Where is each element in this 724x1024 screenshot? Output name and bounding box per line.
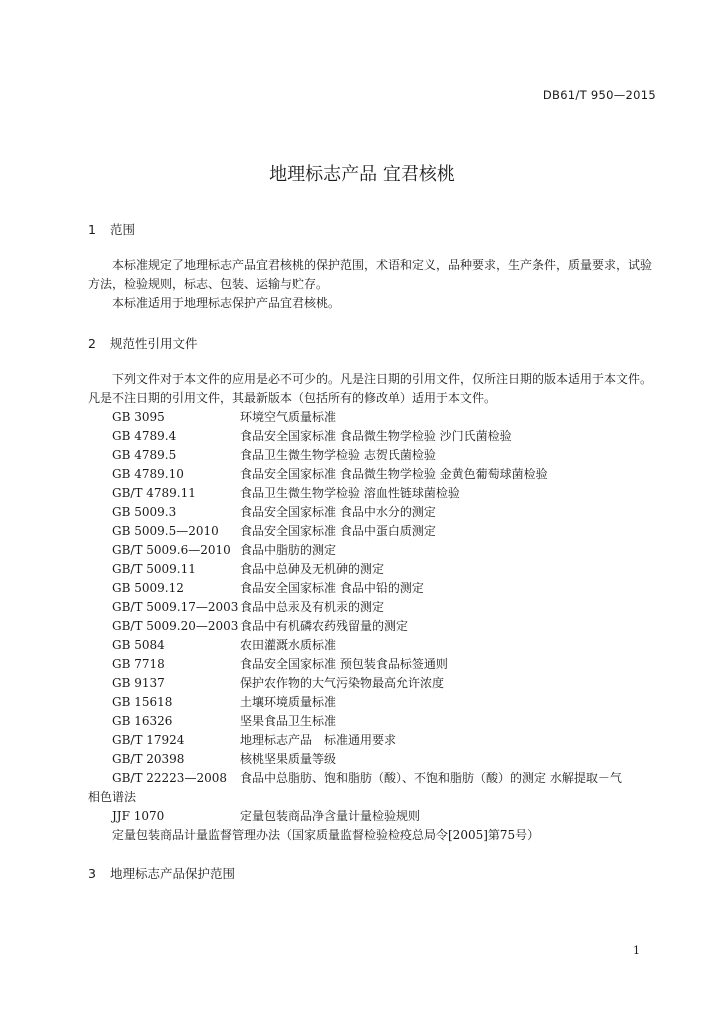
reference-code: GB/T 5009.6—2010	[112, 543, 231, 557]
reference-code: GB 3095	[112, 410, 165, 424]
scope-paragraph-2: 本标准适用于地理标志保护产品宜君核桃。	[112, 296, 341, 310]
reference-code: GB 4789.4	[112, 429, 177, 443]
reference-code: GB/T 5009.17—2003	[112, 600, 239, 614]
reference-title: 核桃坚果质量等级	[240, 752, 337, 766]
reference-code: GB 4789.5	[112, 448, 177, 462]
reference-title: 食品安全国家标准 食品中铅的测定	[240, 581, 424, 595]
section-number: 2	[88, 336, 96, 351]
reference-list	[88, 408, 658, 845]
section-number: 3	[88, 866, 96, 881]
reference-item	[88, 750, 658, 769]
reference-title: 食品卫生微生物学检验 志贺氏菌检验	[240, 448, 436, 462]
reference-title: 土壤环境质量标准	[240, 695, 337, 709]
reference-title: 食品安全国家标准 食品中蛋白质测定	[240, 524, 436, 538]
reference-title: 食品中脂肪的测定	[240, 543, 337, 557]
reference-title: 食品中总汞及有机汞的测定	[240, 600, 385, 614]
page-number: 1	[633, 944, 640, 957]
reference-code: GB 5009.3	[112, 505, 177, 519]
reference-title: 食品安全国家标准 食品微生物学检验 金黄色葡萄球菌检验	[240, 467, 548, 481]
reference-item	[88, 693, 658, 712]
reference-title: 环境空气质量标准	[240, 410, 337, 424]
reference-closing: 定量包装商品计量监督管理办法（国家质量监督检验检疫总局令[2005]第75号）	[112, 828, 540, 842]
reference-item	[88, 541, 658, 560]
reference-title: 食品卫生微生物学检验 溶血性链球菌检验	[240, 486, 460, 500]
reference-title: 食品安全国家标准 食品微生物学检验 沙门氏菌检验	[240, 429, 512, 443]
reference-item	[88, 769, 658, 807]
reference-item	[88, 617, 658, 636]
reference-title: 农田灌溉水质标准	[240, 638, 337, 652]
section-number: 1	[88, 222, 96, 237]
reference-item	[88, 579, 658, 598]
reference-code: GB 16326	[112, 714, 173, 728]
reference-title: 食品中总脂肪、饱和脂肪（酸）、不饱和脂肪（酸）的测定 水解提取－气	[240, 771, 622, 785]
reference-title: 地理标志产品 标准通用要求	[240, 733, 397, 747]
reference-code: GB 15618	[112, 695, 173, 709]
reference-code: GB/T 22223—2008	[112, 771, 227, 785]
reference-title: 食品中总砷及无机砷的测定	[240, 562, 385, 576]
reference-code: GB/T 4789.11	[112, 486, 196, 500]
reference-code: GB 5009.12	[112, 581, 184, 595]
reference-title-continuation: 相色谱法	[88, 790, 137, 804]
reference-code: GB 9137	[112, 676, 165, 690]
reference-item	[88, 655, 658, 674]
reference-item	[88, 427, 658, 446]
reference-item	[88, 598, 658, 617]
reference-code: GB/T 20398	[112, 752, 185, 766]
section-heading-scope	[88, 220, 135, 238]
normative-intro-paragraph: 下列文件对于本文件的应用是必不可少的。凡是注日期的引用文件，仅所注日期的版本适用于本文件。凡是不注日期的引用文件，其最新版本（包括所有的修改单）适用于本文件。	[88, 372, 653, 405]
reference-code: GB/T 5009.20—2003	[112, 619, 239, 633]
document-code: DB61/T 950—2015	[542, 88, 656, 102]
reference-code: JJF 1070	[112, 809, 165, 823]
reference-item	[88, 712, 658, 731]
reference-item	[88, 674, 658, 693]
reference-item	[88, 465, 658, 484]
reference-code: GB/T 5009.11	[112, 562, 196, 576]
reference-item	[88, 560, 658, 579]
normative-intro	[88, 370, 658, 408]
scope-paragraph-1: 本标准规定了地理标志产品宜君核桃的保护范围，术语和定义，品种要求，生产条件，质量要求，试验方法，检验规则，标志、包装、运输与贮存。	[88, 258, 653, 291]
reference-title: 坚果食品卫生标准	[240, 714, 337, 728]
reference-title: 定量包装商品净含量计量检验规则	[240, 809, 421, 823]
reference-title: 保护农作物的大气污染物最高允许浓度	[240, 676, 445, 690]
section-heading-normative	[88, 334, 198, 352]
reference-item	[88, 807, 658, 826]
reference-item	[88, 446, 658, 465]
section-label: 地理标志产品保护范围	[109, 866, 235, 881]
reference-code: GB/T 17924	[112, 733, 185, 747]
reference-item	[88, 484, 658, 503]
reference-code: GB 5084	[112, 638, 165, 652]
reference-item	[88, 731, 658, 750]
reference-item	[88, 636, 658, 655]
reference-item	[88, 503, 658, 522]
section-label: 范围	[109, 222, 135, 237]
reference-code: GB 4789.10	[112, 467, 184, 481]
document-title: 地理标志产品 宜君核桃	[269, 164, 455, 185]
reference-item	[88, 408, 658, 427]
reference-title: 食品安全国家标准 预包装食品标签通则	[240, 657, 448, 671]
reference-title: 食品中有机磷农药残留量的测定	[240, 619, 409, 633]
reference-title: 食品安全国家标准 食品中水分的测定	[240, 505, 436, 519]
reference-item	[88, 522, 658, 541]
section-label: 规范性引用文件	[109, 336, 198, 351]
scope-text	[88, 256, 658, 313]
section-heading-protection-scope	[88, 864, 235, 882]
reference-code: GB 7718	[112, 657, 165, 671]
reference-code: GB 5009.5—2010	[112, 524, 219, 538]
